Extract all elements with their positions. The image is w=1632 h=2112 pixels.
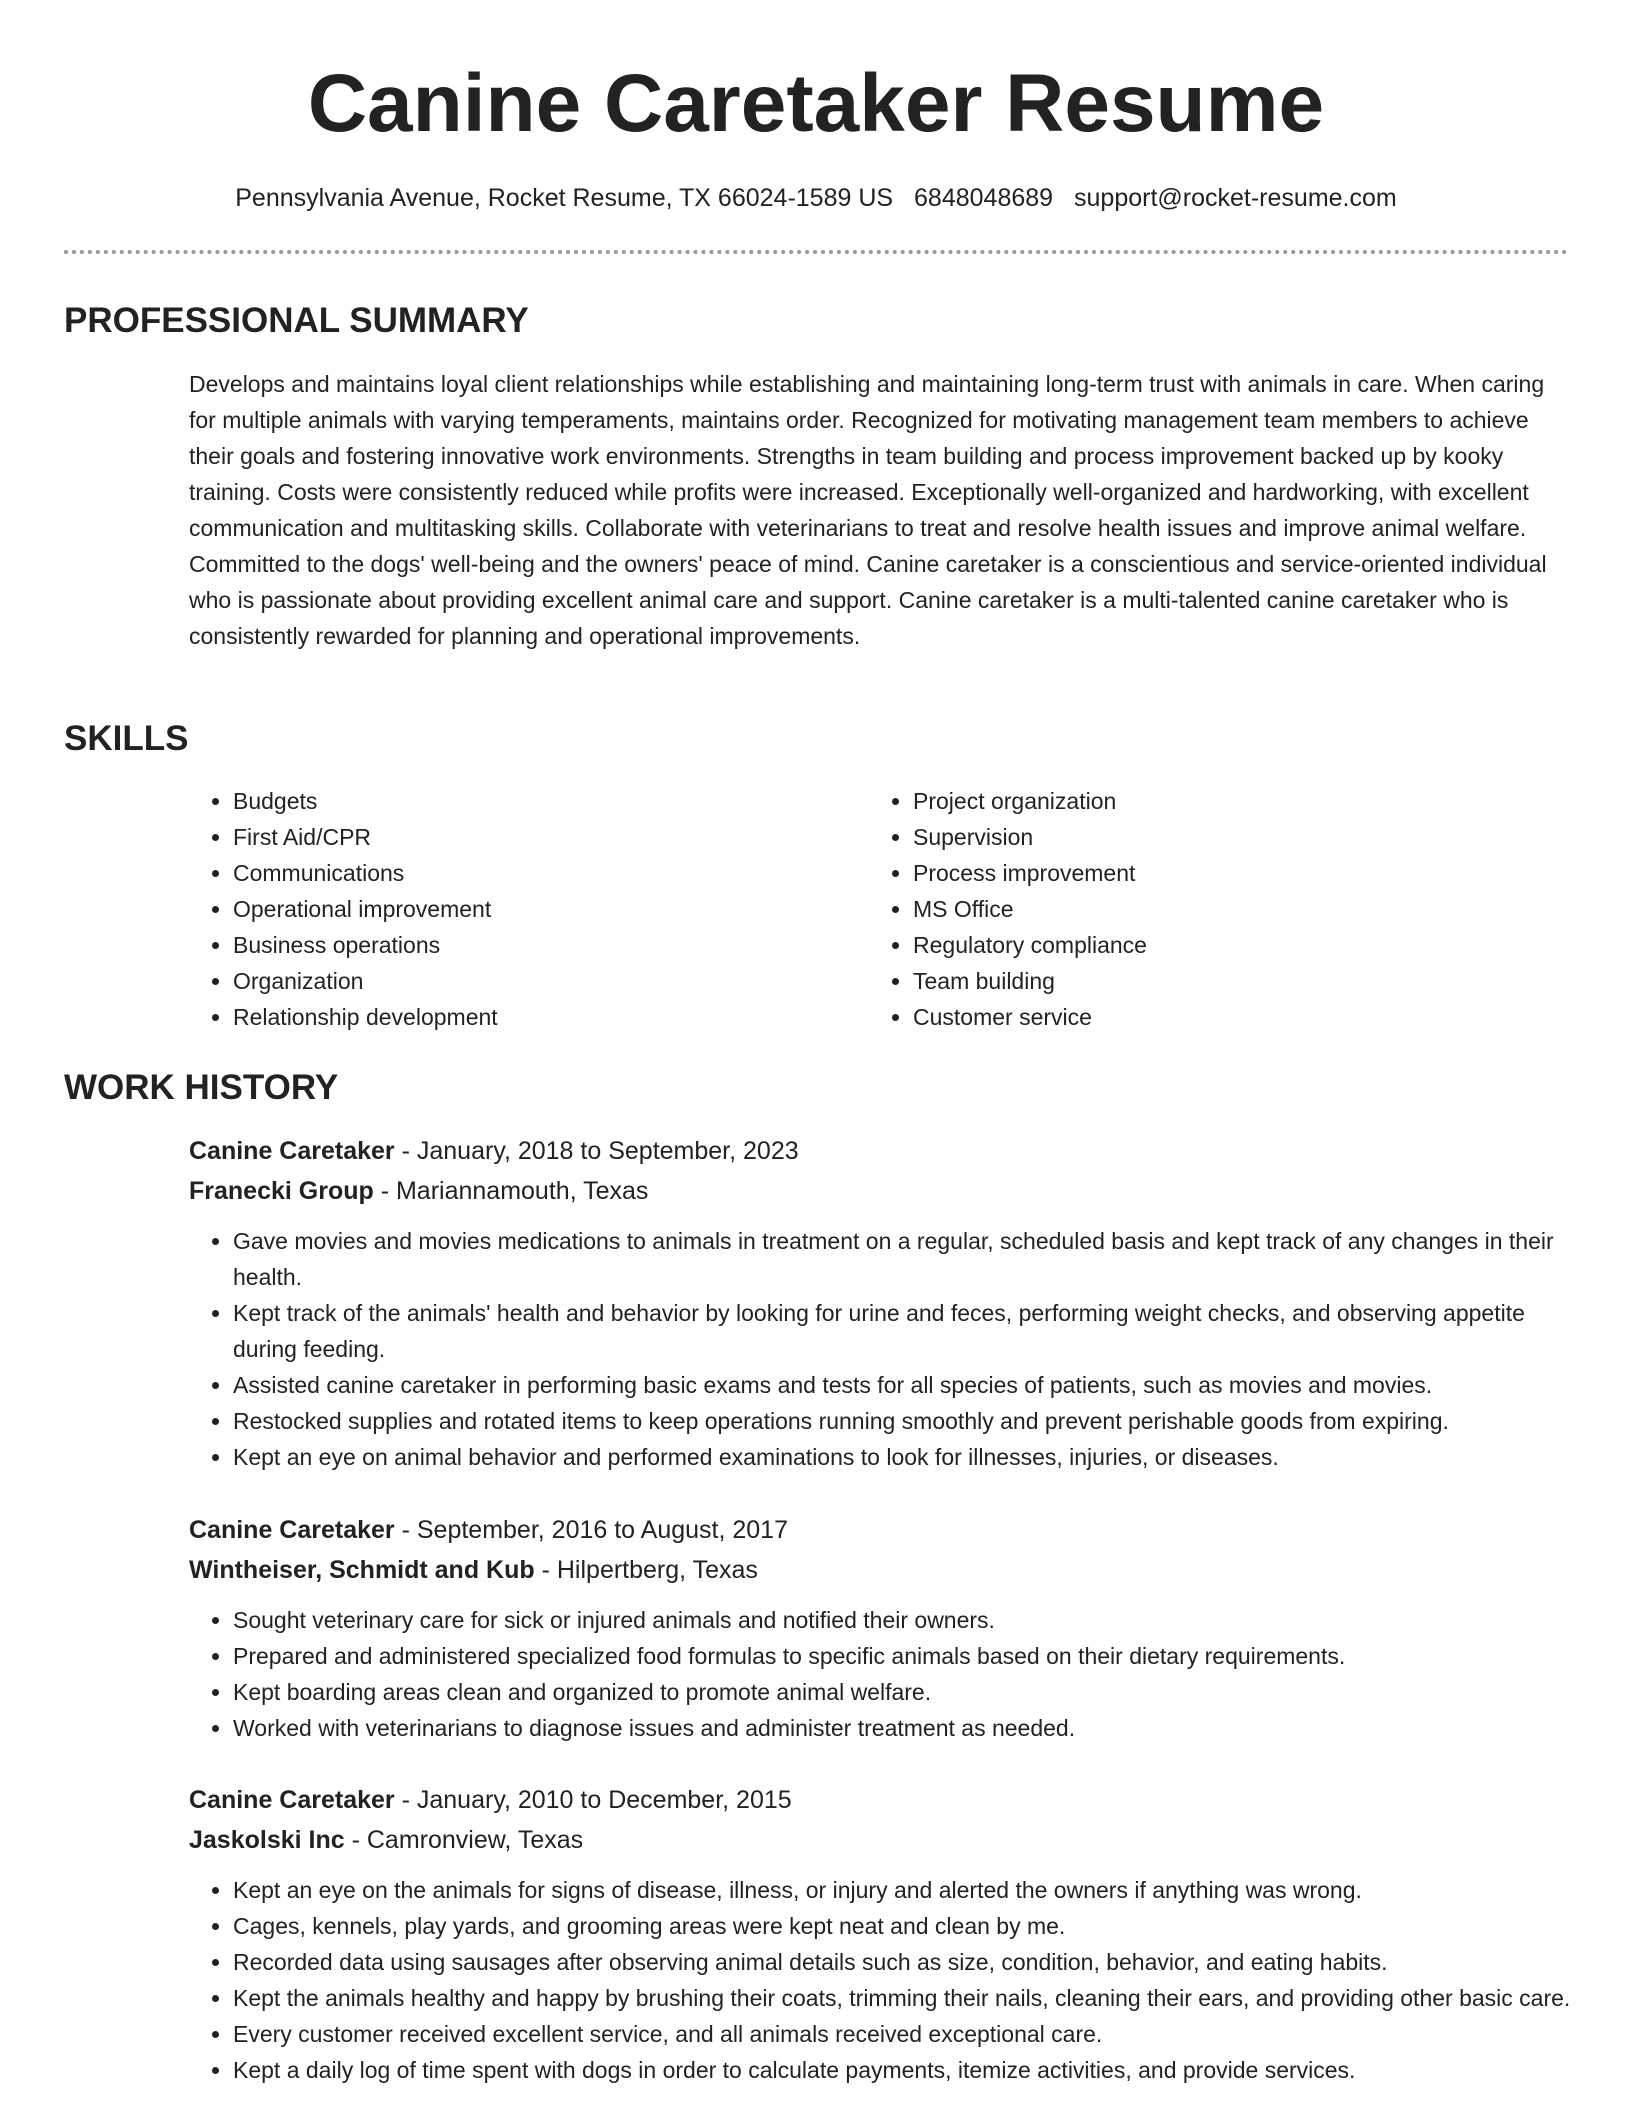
skill-item: • Budgets bbox=[233, 783, 853, 819]
job-title: Canine Caretaker bbox=[189, 1786, 395, 1814]
skills-column-left bbox=[189, 783, 853, 1035]
job-bullet: • Worked with veterinarians to diagnose issues and administer treatment as needed. bbox=[233, 1710, 1579, 1746]
job-dates: - September, 2016 to August, 2017 bbox=[394, 1516, 788, 1544]
job-company: Wintheiser, Schmidt and Kub bbox=[189, 1556, 535, 1584]
job-title-line bbox=[189, 1131, 1579, 1171]
job-title: Canine Caretaker bbox=[189, 1137, 395, 1165]
job-location: - Mariannamouth, Texas bbox=[373, 1177, 649, 1205]
job-bullet: • Sought veterinary care for sick or injured animals and notified their owners. bbox=[233, 1602, 1579, 1638]
job-bullet: • Kept boarding areas clean and organized to promote animal welfare. bbox=[233, 1674, 1579, 1710]
skills-heading: SKILLS bbox=[64, 719, 189, 758]
page-title: Canine Caretaker Resume bbox=[307, 58, 1325, 149]
job-bullet: • Kept an eye on animal behavior and performed examinations to look for illnesses, injuries, or diseases. bbox=[233, 1439, 1579, 1475]
skill-item: • Process improvement bbox=[913, 855, 1533, 891]
job-bullet: • Every customer received excellent service, and all animals received exceptional care. bbox=[233, 2016, 1579, 2052]
contact-email: support@rocket-resume.com bbox=[1074, 184, 1397, 212]
job-location: - Hilpertberg, Texas bbox=[534, 1556, 758, 1584]
job-company-line bbox=[189, 1171, 1579, 1211]
skill-item: • Customer service bbox=[913, 999, 1533, 1035]
job-company: Jaskolski Inc bbox=[189, 1826, 345, 1854]
job-bullet: • Recorded data using sausages after observing animal details such as size, condition, behavior, and eating habits. bbox=[233, 1944, 1579, 1980]
job-bullets bbox=[189, 1223, 1579, 1475]
job-bullet: • Restocked supplies and rotated items to keep operations running smoothly and prevent perishable goods from expiring. bbox=[233, 1403, 1579, 1439]
skill-item: • Supervision bbox=[913, 819, 1533, 855]
job-bullet: • Assisted canine caretaker in performing basic exams and tests for all species of patients, such as movies and movies. bbox=[233, 1367, 1579, 1403]
job-dates: - January, 2010 to December, 2015 bbox=[394, 1786, 792, 1814]
job-company: Franecki Group bbox=[189, 1177, 374, 1205]
contact-phone: 6848048689 bbox=[914, 184, 1054, 212]
job-dates: - January, 2018 to September, 2023 bbox=[394, 1137, 799, 1165]
skill-item: • Regulatory compliance bbox=[913, 927, 1533, 963]
skill-item: • Business operations bbox=[233, 927, 853, 963]
job-title-line bbox=[189, 1780, 1579, 1820]
skill-item: • Project organization bbox=[913, 783, 1533, 819]
job-title: Canine Caretaker bbox=[189, 1516, 395, 1544]
skill-item: • Organization bbox=[233, 963, 853, 999]
summary-heading: PROFESSIONAL SUMMARY bbox=[64, 301, 529, 340]
skill-item: • First Aid/CPR bbox=[233, 819, 853, 855]
job-company-line bbox=[189, 1820, 1579, 1860]
job-entry bbox=[189, 1131, 1579, 1475]
header-divider bbox=[64, 250, 1568, 254]
summary-text: Develops and maintains loyal client relationships while establishing and maintaining long-term trust with animals in care. When caring for multiple animals with varying temperaments, maintains order. Recognized for motivating management team members to achieve their goals and fostering innovative work environments. Strengths in team building and process improvement backed up by kooky training. Costs were consistently reduced while profits were increased. Exceptionally well-organized and hardworking, with excellent communication and multitasking skills. Collaborate with veterinarians to treat and resolve health issues and improve animal welfare. Committed to the dogs' well-being and the owners' peace of mind. Canine caretaker is a conscientious and service-oriented individual who is passionate about providing excellent animal care and support. Canine caretaker is a multi-talented canine caretaker who is consistently rewarded for planning and operational improvements. bbox=[189, 371, 1547, 649]
contact-address: Pennsylvania Avenue, Rocket Resume, TX 66024-1589 US bbox=[235, 184, 894, 212]
job-bullets bbox=[189, 1872, 1579, 2088]
skill-item: • Communications bbox=[233, 855, 853, 891]
job-company-line bbox=[189, 1550, 1579, 1590]
skill-item: • Relationship development bbox=[233, 999, 853, 1035]
job-bullet: • Cages, kennels, play yards, and grooming areas were kept neat and clean by me. bbox=[233, 1908, 1579, 1944]
job-bullets bbox=[189, 1602, 1579, 1746]
job-entry bbox=[189, 1510, 1579, 1746]
contact-line bbox=[0, 180, 1632, 216]
job-title-line bbox=[189, 1510, 1579, 1550]
job-bullet: • Kept track of the animals' health and behavior by looking for urine and feces, performing weight checks, and observing appetite during feeding. bbox=[233, 1295, 1579, 1367]
skills-column-right bbox=[869, 783, 1533, 1035]
job-bullet: • Kept a daily log of time spent with dogs in order to calculate payments, itemize activities, and provide services. bbox=[233, 2052, 1579, 2088]
job-entry bbox=[189, 1780, 1579, 2088]
skill-item: • Operational improvement bbox=[233, 891, 853, 927]
job-bullet: • Kept an eye on the animals for signs of disease, illness, or injury and alerted the owners if anything was wrong. bbox=[233, 1872, 1579, 1908]
skill-item: • MS Office bbox=[913, 891, 1533, 927]
job-bullet: • Gave movies and movies medications to animals in treatment on a regular, scheduled basis and kept track of any changes in their health. bbox=[233, 1223, 1579, 1295]
job-bullet: • Prepared and administered specialized food formulas to specific animals based on their dietary requirements. bbox=[233, 1638, 1579, 1674]
job-location: - Camronview, Texas bbox=[344, 1826, 584, 1854]
skill-item: • Team building bbox=[913, 963, 1533, 999]
job-bullet: • Kept the animals healthy and happy by brushing their coats, trimming their nails, cleaning their ears, and providing other basic care. bbox=[233, 1980, 1579, 2016]
work-history-heading: WORK HISTORY bbox=[64, 1068, 339, 1107]
